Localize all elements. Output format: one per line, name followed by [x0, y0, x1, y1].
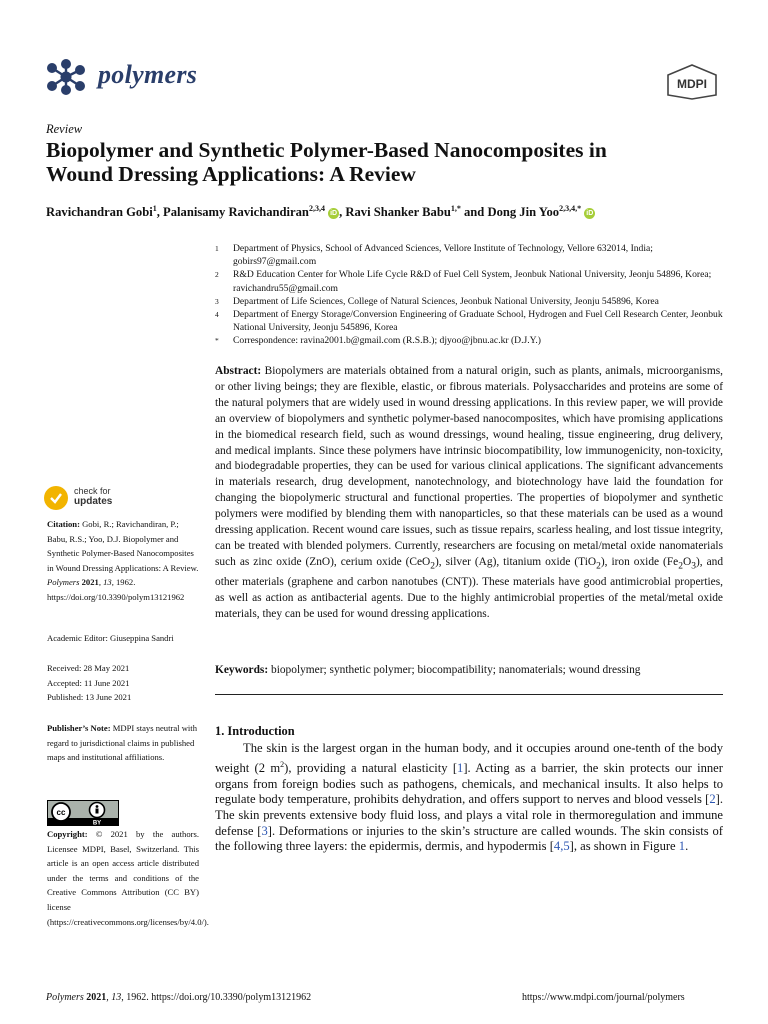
check-updates-line2: updates — [74, 496, 113, 507]
citation: Citation: Gobi, R.; Ravichandiran, P.; Babu, R.S.; Yoo, D.J. Biopolymer and Synthetic Polymer-Based Nanocomposites in Wound Dressing Applications: A Review. Polymers 2021, 13, 1962. https://doi.org/10.3390/polym13121962 — [47, 519, 199, 602]
dates — [47, 661, 131, 705]
affiliation-item: 1 Department of Physics, School of Advanced Sciences, Vellore Institute of Technology, Vellore 632014, India; gobirs97@gmail.com — [215, 243, 653, 268]
received-date: Received: 28 May 2021 — [47, 663, 130, 673]
academic-editor: Academic Editor: Giuseppina Sandri — [47, 633, 174, 643]
orcid-icon[interactable]: iD — [330, 210, 338, 218]
title-line-2: Wound Dressing Applications: A Review — [46, 162, 416, 186]
keywords-label: Keywords: — [215, 664, 269, 676]
author-name[interactable]: Ravi Shanker Babu — [345, 205, 451, 220]
correspondence-item: * Correspondence: ravina2001.b@gmail.com (R.S.B.); djyoo@jbnu.ac.kr (D.J.Y.) — [215, 335, 541, 347]
affiliation-item: 3 Department of Life Sciences, College of Natural Sciences, Jeonbuk National University, Jeonju 545896, Korea — [215, 295, 659, 307]
mdpi-logo-icon — [666, 64, 718, 100]
copyright: Copyright: © 2021 by the authors. Licensee MDPI, Basel, Switzerland. This article is an open access article distributed under the terms and conditions of the Creative Commons Attribution (CC BY) license (https://creativecommons.org/licenses/by/4.0/). — [47, 829, 209, 927]
affiliation-item: 4 Department of Energy Storage/Conversion Engineering of Graduate School, Hydrogen and Fuel Cell Research Center, Jeonbuk National University, Jeonju 545896, Korea — [215, 309, 723, 334]
article-title — [46, 138, 726, 186]
author-name[interactable]: Ravichandran Gobi — [46, 205, 153, 220]
affiliations — [215, 242, 730, 348]
footer-citation: Polymers 2021, 13, 1962. https://doi.org/10.3390/polym13121962 — [46, 992, 312, 1003]
svg-text:BY: BY — [92, 820, 102, 826]
orcid-icon[interactable]: iD — [586, 210, 594, 218]
figure-link[interactable]: 1 — [678, 839, 686, 854]
reference-link[interactable]: 4,5 — [553, 839, 570, 854]
check-icon — [44, 486, 68, 510]
reference-link[interactable]: 2 — [709, 792, 716, 807]
polymers-logo-icon — [44, 58, 88, 98]
divider — [215, 694, 723, 695]
svg-text:cc: cc — [56, 808, 66, 817]
section-heading: 1. Introduction — [215, 724, 295, 738]
published-date: Published: 13 June 2021 — [47, 692, 132, 703]
publisher-note: Publisher’s Note: MDPI stays neutral with regard to jurisdictional claims in published maps and institutional affiliations. — [47, 723, 197, 763]
author-name[interactable]: Palanisamy Ravichandiran — [163, 205, 309, 220]
title-line-1: Biopolymer and Synthetic Polymer-Based Nanocomposites in — [46, 138, 607, 162]
journal-name: polymers — [98, 60, 198, 89]
article-type: Review — [46, 122, 83, 136]
author-name[interactable]: Dong Jin Yoo — [487, 205, 560, 220]
footer-journal-url[interactable]: https://www.mdpi.com/journal/polymers — [522, 992, 685, 1003]
reference-link[interactable]: 1 — [457, 760, 464, 775]
cc-by-license-icon[interactable] — [47, 800, 119, 826]
abstract-label: Abstract: — [215, 365, 262, 377]
check-for-updates-button[interactable] — [44, 484, 144, 514]
keywords: Keywords: biopolymer; synthetic polymer; biocompatibility; nanomaterials; wound dressing — [215, 664, 641, 676]
abstract: Abstract: Biopolymers are materials obtained from a natural origin, such as plants, animals, microorganisms, or other living beings; they are flexible, elastic, or fibrous materials. Polysaccharides and proteins are some of the natural polymers that are widely used in wound dressing applications. In this review paper, we will provide an overview of biopolymers and synthetic polymer-based nanocomposites, which have promising applications in the biomedical research field, such as wound dressings, wound healing, tissue engineering, drug delivery, and medical implants. Since these polymers have intrinsic biocompatibility, low immunogenicity, non-toxicity, and biodegradable properties, they can be used for various clinical applications. The significant advancements in materials research, drug development, nanotechnology, and biotechnology have laid the foundation for changing the biopolymeric structural and functional properties. The properties of biopolymer and synthetic polymers were modified by blending them with nanoparticles, so that these materials can be used as a wound dressing application. Recent wound care issues, such as tissue repairs, scarless healing, and lost tissue integrity, can be treated with blended polymers. Currently, researchers are focusing on metal/metal oxide nanomaterials such as zinc oxide (ZnO), cerium oxide (CeO$_2$), silver (Ag), titanium oxide (TiO$_2$), iron oxide $(Fe_2O_3)$, and other materials (graphene and carbon nanotubes (CNT)). These materials have good antimicrobial properties, as well as action as antibacterial agents. Due to the highly antimicrobial properties of the metal/metal oxide materials, they can be used for wound dressing applications. — [215, 365, 724, 620]
mdpi-logo-text: MDPI — [677, 77, 707, 91]
accepted-date: Accepted: 11 June 2021 — [47, 677, 130, 688]
reference-link[interactable]: 3 — [261, 823, 268, 838]
intro-paragraph: The skin is the largest organ in the human body, and it occupies around one-tenth of the body weight (2 $m^2$), providing a natural elasticity [1]. Acting as a barrier, the skin protects our inner organs from foreign bodies such as pathogens, chemicals, and mechanical insults. It also helps to regulate body temperature, prohibits dehydration, and offers support to nerves and blood vessels [2]. The skin prevents extensive body fluid loss, and plays a vital role in thermoregulation and immune defense [3]. Deformations or injuries to the skin’s structure are called wounds. The skin consists of the following three layers: the epidermis, dermis, and hypodermis [4,5], as shown in Figure 1. — [215, 741, 723, 854]
affiliation-item: 2 R&D Education Center for Whole Life Cycle R&D of Fuel Cell System, Jeonbuk National University, Jeonju 54896, Korea; ravichandru55@gmail.com — [215, 269, 712, 294]
author-list: Ravichandran Gobi$^1$, Palanisamy Ravichandiran$^{2,3,4}$ iD , Ravi Shanker Babu$^{1,*}$ and Dong Jin Yoo$^{2,3,4,*}$ iD — [46, 204, 594, 220]
check-updates-line1: check for — [74, 486, 111, 496]
